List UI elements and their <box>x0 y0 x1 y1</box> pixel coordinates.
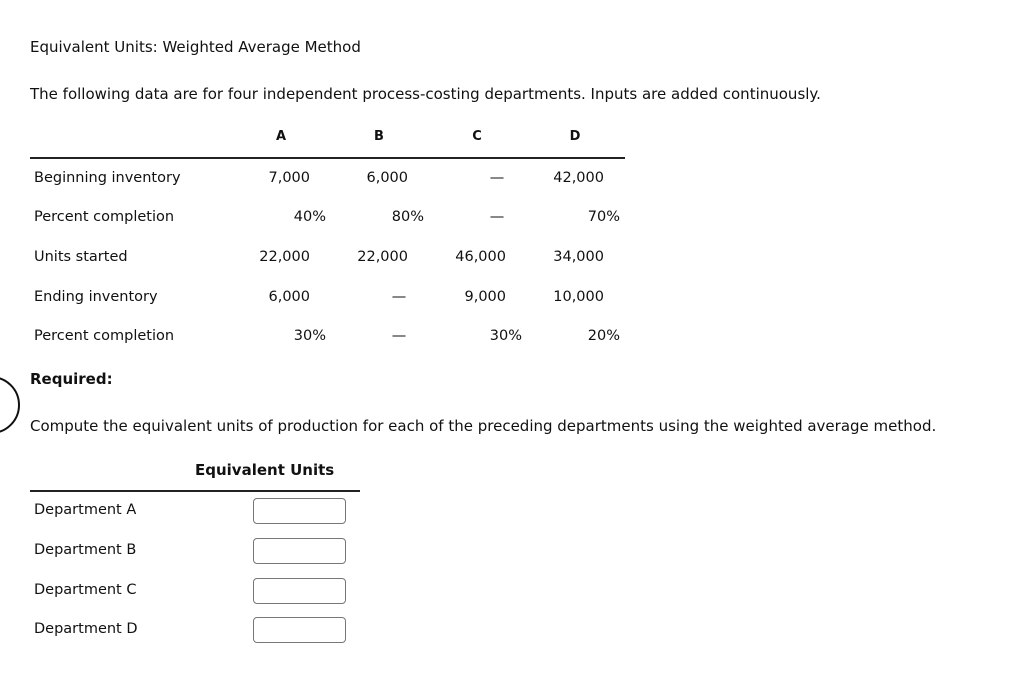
cell-c: 30% <box>489 328 522 344</box>
cell-b: 22,000 <box>357 249 408 265</box>
cell-a: 30% <box>293 328 326 344</box>
required-label: Required: <box>30 370 113 388</box>
department-label: Department D <box>34 621 138 637</box>
cell-a: 22,000 <box>259 249 310 265</box>
cell-d: 42,000 <box>553 170 604 186</box>
column-header-d: D <box>569 129 581 144</box>
column-header-b: B <box>374 129 384 144</box>
row-label: Percent completion <box>34 209 175 225</box>
department-label: Department B <box>34 542 137 558</box>
cell-b: 6,000 <box>366 170 408 186</box>
equivalent-units-input-a[interactable] <box>253 498 346 524</box>
intro-text: The following data are for four independent process-costing departments. Inputs are added continuously. <box>30 85 821 103</box>
page-title: Equivalent Units: Weighted Average Method <box>30 38 361 56</box>
cell-a: 7,000 <box>268 170 310 186</box>
cell-b: 80% <box>391 209 424 225</box>
row-label: Units started <box>34 249 128 265</box>
equivalent-units-input-b[interactable] <box>253 538 346 564</box>
cell-d: 70% <box>587 209 620 225</box>
cell-c: 9,000 <box>464 289 506 305</box>
equivalent-units-input-c[interactable] <box>253 578 346 604</box>
instruction-text: Compute the equivalent units of production for each of the preceding departments using the weighted average method. <box>30 417 937 435</box>
step-indicator-circle <box>0 376 20 434</box>
equivalent-units-input-d[interactable] <box>253 617 346 643</box>
cell-a: 6,000 <box>268 289 310 305</box>
row-label: Percent completion <box>34 328 175 344</box>
cell-b: — <box>391 289 407 305</box>
header-divider <box>30 157 625 159</box>
cell-a: 40% <box>293 209 326 225</box>
department-label: Department C <box>34 582 137 598</box>
row-label: Beginning inventory <box>34 170 181 186</box>
column-header-c: C <box>472 129 482 144</box>
cell-c: 46,000 <box>455 249 506 265</box>
cell-c: — <box>489 209 505 225</box>
cell-b: — <box>391 328 407 344</box>
cell-d: 20% <box>587 328 620 344</box>
row-label: Ending inventory <box>34 289 158 305</box>
answer-header-divider <box>30 490 360 492</box>
cell-c: — <box>489 170 505 186</box>
cell-d: 10,000 <box>553 289 604 305</box>
cell-d: 34,000 <box>553 249 604 265</box>
department-label: Department A <box>34 502 137 518</box>
equivalent-units-header: Equivalent Units <box>195 461 335 479</box>
column-header-a: A <box>275 129 287 144</box>
